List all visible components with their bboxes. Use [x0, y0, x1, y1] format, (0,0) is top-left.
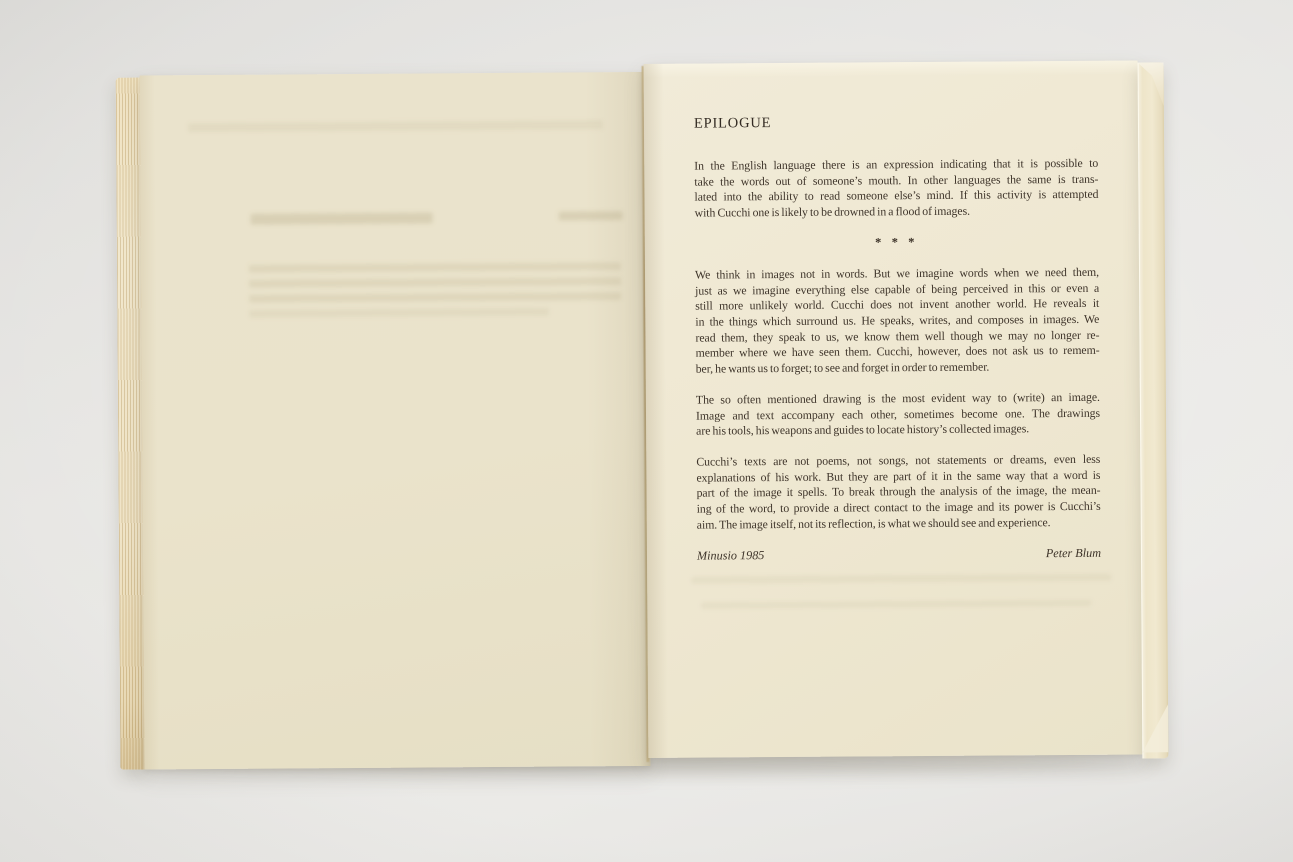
text-line: ber, he wants us to forget; to see and forget in order to remember.: [695, 359, 990, 376]
showthrough-heading: [559, 211, 623, 220]
text-line: We think in images not in words. But we imagine words when we need them,: [694, 264, 1100, 282]
text-line: part of the image it spells. To break through the analysis of the image, the mean-: [696, 483, 1101, 501]
text-line: member where we have seen them. Cucchi, however, does not ask us to remem-: [695, 342, 1100, 360]
paragraph: [696, 390, 1100, 440]
text-line: take the words out of someone’s mouth. In other languages the same is trans-: [694, 171, 1099, 189]
text-line: explanations of his work. But they are part of it in the same way that a word is: [696, 467, 1101, 485]
text-line: aim. The image itself, not its reflection, is what we should see and experience.: [696, 514, 1051, 532]
text-line: are his tools, his weapons and guides to locate history’s collected images.: [696, 421, 1030, 438]
text-line: The so often mentioned drawing is the most evident way to (write) an image.: [695, 389, 1100, 407]
text-line: with Cucchi one is likely to be drowned in a flood of images.: [694, 203, 971, 220]
showthrough-line: [691, 574, 1111, 584]
showthrough-line: [701, 600, 1091, 609]
page-heading: EPILOGUE: [693, 115, 772, 132]
text-line: in the things which surround us. He speaks, writes, and composes in images. We: [695, 311, 1100, 329]
right-page: [644, 61, 1143, 758]
text-line: In the English language there is an expression indicating that it is possible to: [694, 155, 1099, 173]
cover-fold-bottom: [1142, 704, 1168, 752]
text-line: still more unlikely world. Cucchi does not invent another world. He reveals it: [695, 296, 1100, 313]
signature-place-date: Minusio 1985: [696, 547, 765, 563]
signature-author: Peter Blum: [1045, 545, 1102, 561]
open-book: [114, 60, 1169, 767]
cover-fold-top: [1138, 62, 1164, 106]
showthrough-line: [249, 292, 621, 303]
text-line: read them, they speak to us, we know them well though we may no longer re-: [695, 327, 1100, 345]
showthrough-line: [249, 277, 621, 288]
showthrough-line: [188, 120, 603, 132]
paragraph: [696, 452, 1101, 533]
signature-row: [697, 546, 1101, 564]
paragraph: [694, 156, 1098, 221]
text-line: ing of the word, to provide a direct contact to the image and its power is Cucchi’s: [696, 498, 1101, 516]
showthrough-line: [249, 308, 549, 318]
showthrough-heading: [251, 212, 433, 224]
text-line: just as we imagine everything else capable of being perceived in this or even a: [695, 280, 1100, 298]
cover-edge-right: [1138, 62, 1169, 758]
text-line: Image and text accompany each other, sometimes become one. The drawings: [695, 405, 1101, 423]
text-line: Cucchi’s texts are not poems, not songs, not statements or dreams, even less: [696, 452, 1101, 469]
asterisk-separator: * * *: [875, 235, 919, 250]
left-page: [140, 72, 651, 770]
epilogue-text-block: [694, 114, 1101, 564]
text-line: lated into the ability to read someone else’s mind. If this activity is attempted: [694, 186, 1099, 204]
showthrough-line: [249, 262, 621, 273]
paragraph: [695, 265, 1100, 377]
